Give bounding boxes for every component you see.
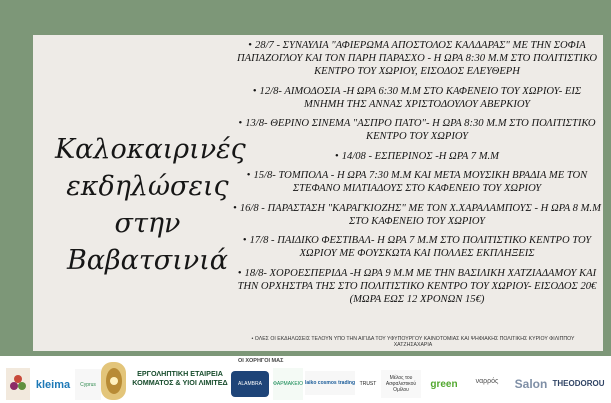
theodorou-logo: THEODOROU — [551, 370, 606, 397]
trust-logo: TRUST — [357, 368, 379, 400]
insurance-logo: Μέλος του Ασφαλιστικού Ομίλου — [381, 370, 421, 398]
event-item: • 17/8 - ΠΑΙΔΙΚΟ ΦΕΣΤΙΒΑΛ- Η ΩΡΑ 7 Μ.Μ ΣΤΟ ΠΟΛΙΤΙΣΤΙΚΟ ΚΕΝΤΡΟ ΤΟΥ ΧΩΡΙΟΥ ΜΕ ΦΟΥΣΚΩΤΑ ΚΑΙ ΠΟΛΛΕΣ ΕΚΠΛΗΞΕΙΣ — [233, 234, 601, 260]
event-item: • 16/8 - ΠΑΡΑΣΤΑΣΗ "ΚΑΡΑΓΚΙΟΖΗΣ" ΜΕ ΤΟΝ Χ.ΧΑΡΑΛΑΜΠΟΥΣ - Η ΩΡΑ 8 Μ.Μ ΣΤΟ ΚΑΦΕΝΕΙΟ ΤΟΥ ΧΩΡΙΟΥ — [233, 202, 601, 228]
poster-title: Καλοκαιρινές εκδηλώσεις στην Βαβατσινιά — [55, 134, 246, 276]
event-list — [233, 39, 601, 312]
event-item: • 28/7 - ΣΥΝΑΥΛΙΑ "ΑΦΙΕΡΩΜΑ ΑΠΟΣΤΟΛΟΣ ΚΑΛΔΑΡΑΣ" ΜΕ ΤΗΝ ΣΟΦΙΑ ΠΑΠΑΖΟΓΛΟΥ ΚΑΙ ΤΟΝ ΠΑΡΗ ΠΑΡΑΣΧΟ - Η ΩΡΑ 8:30 Μ.Μ ΣΤΟ ΠΟΛΙΤΙΣΤΙΚΟ ΚΕΝΤΡΟ ΤΟΥ ΧΩΡΙΟΥ, ΕΙΣΟΔΟΣ ΕΛΕΥΘΕΡΗ — [233, 39, 601, 78]
salon-logo: Salon — [510, 367, 552, 400]
nearos-logo — [470, 363, 504, 400]
green-logo: green — [423, 369, 465, 400]
event-item: • 18/8- ΧΟΡΟΕΣΠΕΡΙΔΑ -Η ΩΡΑ 9 Μ.Μ ΜΕ ΤΗΝ ΒΑΣΙΛΙΚΗ ΧΑΤΖΙΑΔΑΜΟΥ ΚΑΙ ΤΗΝ ΟΡΧΗΣΤΡΑ ΤΗΣ ΣΤΟ ΠΟΛΙΤΙΣΤΙΚΟ ΚΕΝΤΡΟ ΤΟΥ ΧΩΡΙΟΥ- ΕΙΣΟΔΟΣ 20€ (ΜΩΡΑ ΕΩΣ 12 ΧΡΟΝΩΝ 15€) — [233, 267, 601, 306]
grape-icon — [8, 371, 28, 397]
vineyard-logo — [6, 368, 30, 400]
company-seal-logo — [101, 362, 126, 400]
event-item: • 13/8- ΘΕΡΙΝΟ ΣΙΝΕΜΑ "ΑΣΠΡΟ ΠΑΤΟ"- Η ΩΡΑ 8:30 Μ.Μ ΣΤΟ ΠΟΛΙΤΙΣΤΙΚΟ ΚΕΝΤΡΟ ΤΟΥ ΧΩΡΙΟΥ — [233, 117, 601, 143]
poster-card — [33, 35, 603, 351]
seal-icon — [105, 366, 123, 396]
kleima-logo: kleima — [32, 369, 74, 400]
cyprus-logo: Cyprus — [75, 369, 101, 400]
company-logo: ΕΡΓΟΛΗΠΤΙΚΗ ΕΤΑΙΡΕΙΑ ΚΟΜΜΑΤΟΣ & ΥΙΟΙ ΛΙΜΙΤΕΔ — [132, 369, 228, 387]
event-item: • 12/8- ΑΙΜΟΔΟΣΙΑ -Η ΩΡΑ 6:30 Μ.Μ ΣΤΟ ΚΑΦΕΝΕΙΟ ΤΟΥ ΧΩΡΙΟΥ- ΕΙΣ ΜΝΗΜΗ ΤΗΣ ΑΝΝΑΣ ΧΡΙΣΤΟΔΟΥΛΟΥ ΑΒΕΡΚΙΟΥ — [233, 85, 601, 111]
patronage-note: • ΟΛΕΣ ΟΙ ΕΚΔΗΛΩΣΕΙΣ ΤΕΛΟΥΝ ΥΠΟ ΤΗΝ ΑΙΓΙΔΑ ΤΟΥ ΥΦΥΠΟΥΡΓΟΥ ΚΑΙΝΟΤΟΜΙΑΣ ΚΑΙ ΨΗΦΙΑΚΗΣ ΠΟΛΙΤΙΚΗΣ ΚΥΡΙΟΥ ΦΙΛΙΠΠΟΥ ΧΑΤΖΗΣΑΧΑΡΙΑ — [251, 336, 575, 349]
laiko-cosmos-logo: laiko cosmos trading — [305, 371, 355, 395]
event-item: • 14/08 - ΕΣΠΕΡΙΝΟΣ -Η ΩΡΑ 7 Μ.Μ — [233, 150, 601, 163]
pharmacy-logo: ΦΑΡΜΑΚΕΙΟ — [273, 368, 303, 400]
alambra-logo: ALAMBRA — [231, 371, 269, 397]
event-item: • 15/8- ΤΟΜΠΟΛΑ - Η ΩΡΑ 7:30 Μ.Μ ΚΑΙ ΜΕΤΑ ΜΟΥΣΙΚΗ ΒΡΑΔΙΑ ΜΕ ΤΟΝ ΣΤΕΦΑΝΟ ΜΙΛΤΙΑΔΟΥΣ ΣΤΟ ΚΑΦΕΝΕΙΟ ΤΟΥ ΧΩΡΙΟΥ — [233, 169, 601, 195]
sponsors-label: ΟΙ ΧΟΡΗΓΟΙ ΜΑΣ — [238, 358, 284, 364]
nearos-text: ναρρός — [475, 378, 499, 385]
